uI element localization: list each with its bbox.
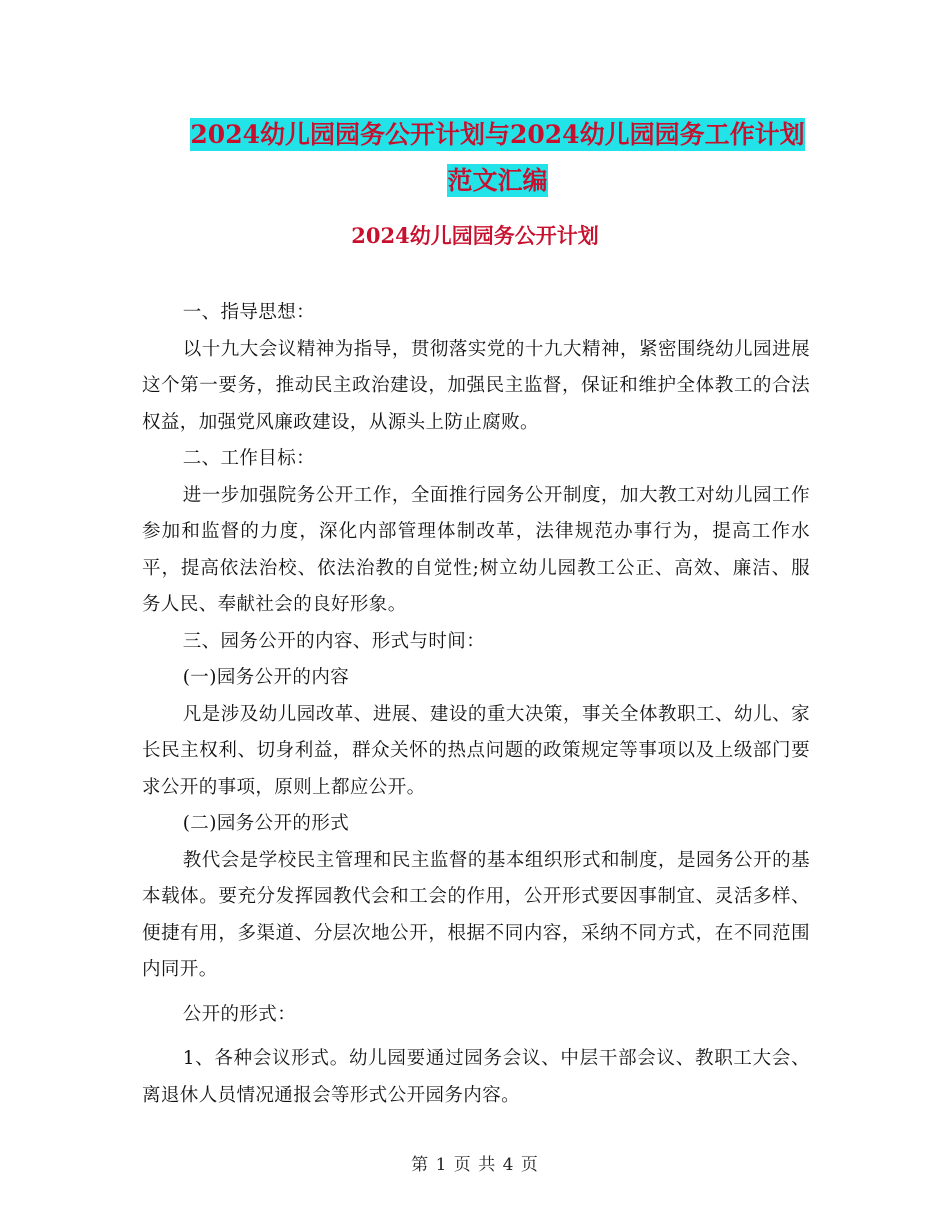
document-body: [142, 295, 810, 1114]
heading-guiding-thought: 一、指导思想：: [182, 302, 315, 323]
heading-content-form-time: 三、园务公开的内容、形式与时间：: [182, 630, 486, 652]
paragraph-meeting-forms: 1、各种会议形式。幼儿园要通过园务会议、中层干部会议、教职工大会、离退休人员情况通报会等形式公开园务内容。: [142, 1048, 810, 1106]
paragraph-content: 凡是涉及幼儿园改革、进展、建设的重大决策，事关全体教职工、幼儿、家长民主权利、切身利益，群众关怀的热点问题的政策规定等事项以及上级部门要求公开的事项，原则上都应公开。: [142, 703, 810, 798]
document-title-line1: 2024幼儿园园务公开计划与2024幼儿园园务工作计划: [190, 120, 805, 149]
page-footer: 第 1 页 共 4 页: [411, 1155, 539, 1175]
section-title: 2024幼儿园园务公开计划: [351, 223, 599, 248]
subheading-form: (二)园务公开的形式: [182, 813, 350, 834]
document-title: [140, 112, 855, 204]
paragraph-guiding-thought: 以十九大会议精神为指导，贯彻落实党的十九大精神，紧密围绕幼儿园进展这个第一要务，推动民主政治建设，加强民主监督，保证和维护全体教工的合法权益，加强党风廉政建设，从源头上防止腐败。: [142, 338, 810, 433]
heading-work-goals: 二、工作目标：: [182, 448, 315, 469]
subheading-content: (一)园务公开的内容: [182, 667, 350, 688]
paragraph-work-goals: 进一步加强院务公开工作，全面推行园务公开制度，加大教工对幼儿园工作参加和监督的力度，深化内部管理体制改革，法律规范办事行为，提高工作水平，提高依法治校、依法治教的自觉性;树立幼儿园教工公正、高效、廉洁、服务人民、奉献社会的良好形象。: [142, 484, 810, 615]
document-title-line2: 范文汇编: [447, 166, 548, 195]
heading-public-forms: 公开的形式：: [182, 1003, 297, 1025]
paragraph-form: 教代会是学校民主管理和民主监督的基本组织形式和制度，是园务公开的基本载体。要充分发挥园教代会和工会的作用，公开形式要因事制宜、灵活多样、便捷有用，多渠道、分层次地公开，根据不同内容，采纳不同方式，在不同范围内同开。: [142, 849, 810, 980]
